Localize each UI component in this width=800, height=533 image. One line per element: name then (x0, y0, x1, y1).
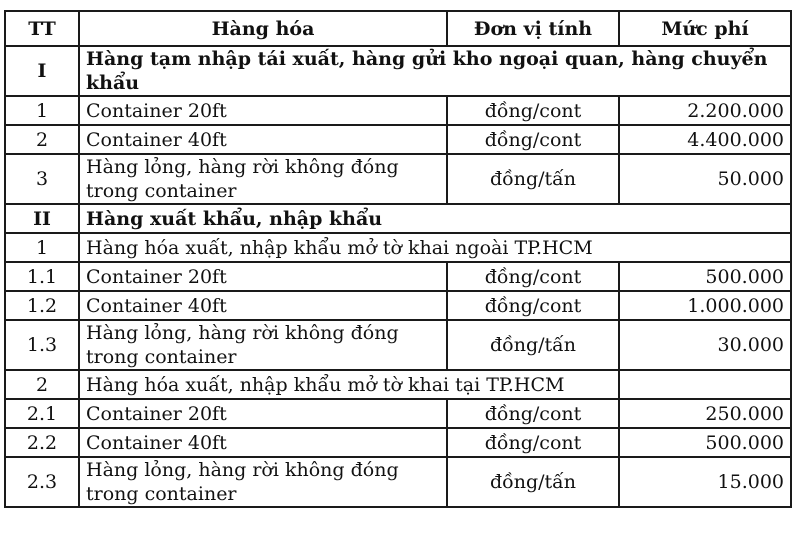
table-row (5, 154, 791, 204)
row-number: 2.2 (5, 428, 79, 457)
fee-cell: 500.000 (619, 428, 791, 457)
unit-cell: đồng/cont (447, 428, 619, 457)
row-number: 2.3 (5, 457, 79, 507)
fee-table (4, 10, 792, 508)
goods-cell: Container 40ft (79, 428, 447, 457)
unit-cell: đồng/tấn (447, 154, 619, 204)
table-row (5, 291, 791, 320)
table-row (5, 457, 791, 507)
unit-cell: đồng/cont (447, 291, 619, 320)
header-fee: Mức phí (619, 11, 791, 46)
subsection-row (5, 370, 791, 399)
unit-cell: đồng/cont (447, 96, 619, 125)
table-header-row (5, 11, 791, 46)
subsection-row (5, 233, 791, 262)
fee-cell: 2.200.000 (619, 96, 791, 125)
fee-cell: 250.000 (619, 399, 791, 428)
row-number: I (5, 46, 79, 96)
fee-cell: 500.000 (619, 262, 791, 291)
unit-cell: đồng/cont (447, 125, 619, 154)
fee-cell: 15.000 (619, 457, 791, 507)
row-number: 1.2 (5, 291, 79, 320)
goods-cell: Hàng lỏng, hàng rời không đóng trong container (79, 154, 447, 204)
header-tt: TT (5, 11, 79, 46)
table-row (5, 399, 791, 428)
section-title: Hàng xuất khẩu, nhập khẩu (79, 204, 791, 233)
goods-cell: Hàng lỏng, hàng rời không đóng trong container (79, 320, 447, 370)
row-number: 3 (5, 154, 79, 204)
row-number: 2 (5, 125, 79, 154)
unit-cell: đồng/cont (447, 262, 619, 291)
fee-cell: 1.000.000 (619, 291, 791, 320)
goods-cell: Container 40ft (79, 291, 447, 320)
row-number: 1.1 (5, 262, 79, 291)
header-unit: Đơn vị tính (447, 11, 619, 46)
unit-cell: đồng/tấn (447, 457, 619, 507)
subsection-title: Hàng hóa xuất, nhập khẩu mở tờ khai ngoài TP.HCM (79, 233, 791, 262)
section-title: Hàng tạm nhập tái xuất, hàng gửi kho ngoại quan, hàng chuyển khẩu (79, 46, 791, 96)
goods-cell: Container 40ft (79, 125, 447, 154)
subsection-title: Hàng hóa xuất, nhập khẩu mở tờ khai tại TP.HCM (79, 370, 619, 399)
section-row (5, 204, 791, 233)
goods-cell: Hàng lỏng, hàng rời không đóng trong container (79, 457, 447, 507)
row-number: 1 (5, 233, 79, 262)
row-number: 2.1 (5, 399, 79, 428)
row-number: 1 (5, 96, 79, 125)
fee-cell: 50.000 (619, 154, 791, 204)
goods-cell: Container 20ft (79, 96, 447, 125)
row-number: 1.3 (5, 320, 79, 370)
table-row (5, 96, 791, 125)
row-number: II (5, 204, 79, 233)
goods-cell: Container 20ft (79, 262, 447, 291)
table-row (5, 320, 791, 370)
fee-cell: 4.400.000 (619, 125, 791, 154)
unit-cell: đồng/tấn (447, 320, 619, 370)
fee-cell: 30.000 (619, 320, 791, 370)
table-row (5, 262, 791, 291)
table-row (5, 428, 791, 457)
section-row (5, 46, 791, 96)
table-row (5, 125, 791, 154)
goods-cell: Container 20ft (79, 399, 447, 428)
header-goods: Hàng hóa (79, 11, 447, 46)
fee-cell-empty (619, 370, 791, 399)
unit-cell: đồng/cont (447, 399, 619, 428)
row-number: 2 (5, 370, 79, 399)
